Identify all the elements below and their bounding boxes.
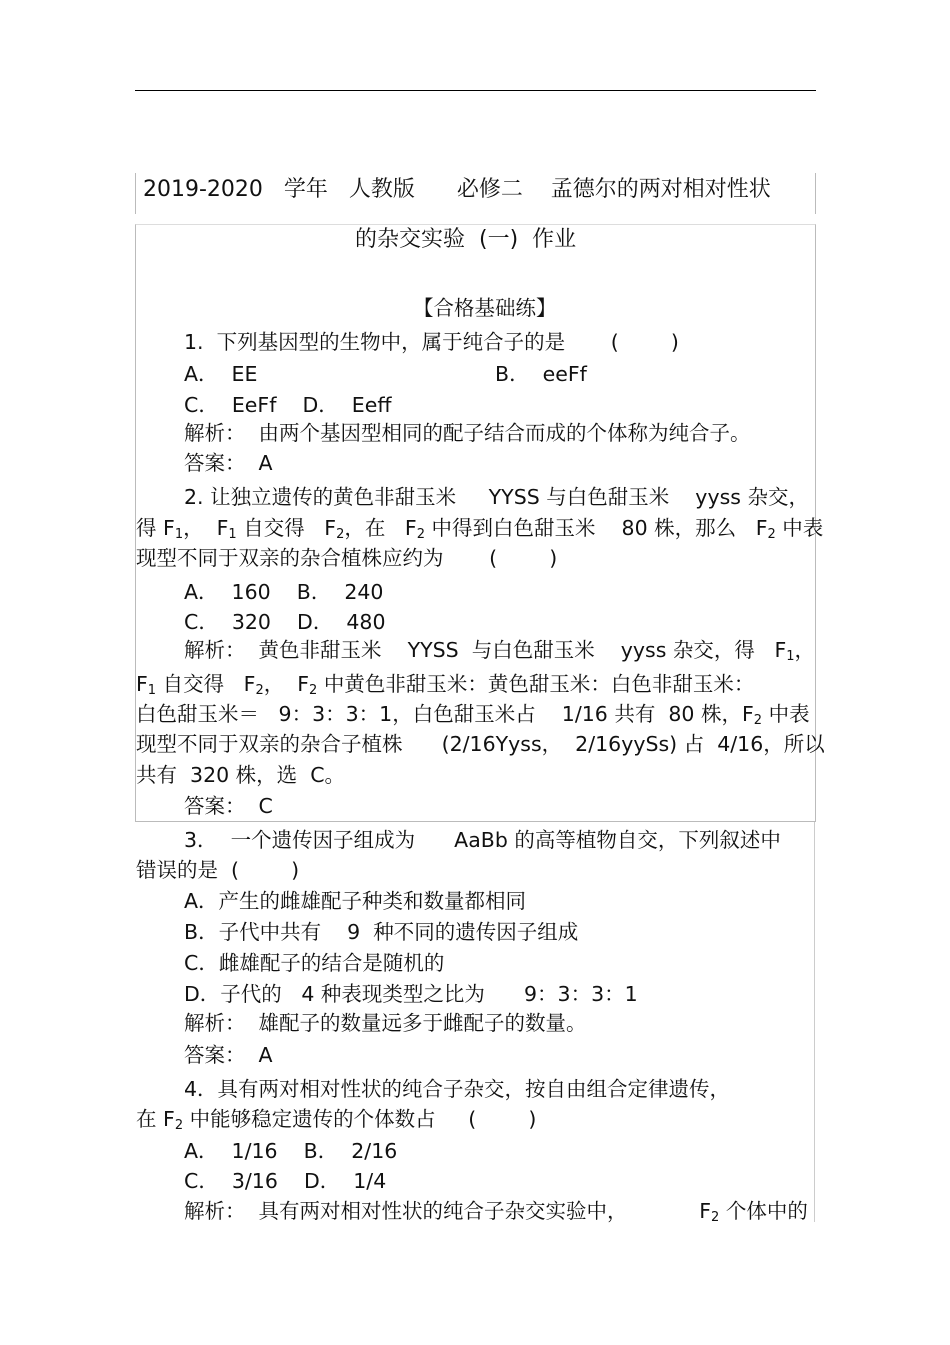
q4-options-ab: A． 1/16 B． 2/16 — [184, 1139, 398, 1163]
q2-stem-line1: 2. 让独立遗传的黄色非甜玉米 YYSS 与白色甜玉米 yyss 杂交， — [184, 485, 809, 509]
q1-stem: 1. 下列基因型的生物中，属于纯合子的是 ( ) — [184, 330, 679, 354]
header-rule — [135, 90, 816, 91]
section-heading: 【合格基础练】 — [413, 296, 557, 320]
q1-analysis: 解析： 由两个基因型相同的配子结合而成的个体称为纯合子。 — [184, 421, 751, 445]
q2-stem-line3: 现型不同于双亲的杂合植株应约为 ( ) — [136, 546, 558, 570]
q1-option-a: A． EE — [184, 362, 258, 386]
q1-options-cd: C． EeFf D． Eeff — [184, 393, 392, 417]
q4-stem-line2: 在 $F_2$ 中能够稳定遗传的个体数占 ( ) — [136, 1107, 537, 1133]
q3-stem-line1: 3． 一个遗传因子组成为 AaBb 的高等植物自交，下列叙述中 — [184, 828, 781, 852]
q2-analysis-line1: 解析： 黄色非甜玉米 YYSS 与白色甜玉米 yyss 杂交，得 $F_1$， — [184, 638, 816, 664]
q4-options-cd: C． 3/16 D． 1/4 — [184, 1169, 387, 1193]
q3-option-a: A．产生的雌雄配子种类和数量都相同 — [184, 889, 527, 913]
q3-option-b: B．子代中共有 9 种不同的遗传因子组成 — [184, 920, 579, 944]
q1-answer: 答案： A — [184, 451, 273, 475]
q4-stem-line1: 4．具有两对相对性状的纯合子杂交，按自由组合定律遗传， — [184, 1077, 731, 1101]
q3-answer: 答案： A — [184, 1043, 273, 1067]
q2-answer: 答案： C — [184, 794, 273, 818]
q3-option-c: C．雌雄配子的结合是随机的 — [184, 951, 445, 975]
page-title-line2: 的杂交实验 (一) 作业 — [355, 227, 577, 252]
q2-analysis-line5: 共有 320 株，选 C。 — [136, 763, 346, 787]
q2-analysis-line4: 现型不同于双亲的杂合子植株 (2/16Yyss， 2/16yySs) 占 4/16，所以 — [136, 732, 825, 756]
q2-analysis-line2: $F_1$ 自交得 $F_2$， $F_2$ 中黄色非甜玉米：黄色甜玉米：白色非甜玉米： — [136, 672, 755, 698]
q2-stem-line2: 得 $F_1$， $F_1$ 自交得 $F_2$，在 $F_2$ 中得到白色甜玉米 80 株，那么 $F_2$ 中表 — [136, 516, 824, 542]
q2-options-cd: C． 320 D． 480 — [184, 610, 386, 634]
q3-option-d: D．子代的 4 种表现类型之比为 9：3：3：1 — [184, 982, 638, 1006]
q3-stem-line2: 错误的是 ( ) — [136, 858, 300, 882]
q4-analysis: 解析： 具有两对相对性状的纯合子杂交实验中， $F_2$ 个体中的 — [184, 1199, 808, 1225]
page-title-line1: 2019-2020 学年 人教版 必修二 孟德尔的两对相对性状 — [143, 177, 771, 202]
content-box-edge — [814, 822, 815, 1222]
q2-options-ab: A． 160 B． 240 — [184, 580, 384, 604]
q1-option-b: B． eeFf — [495, 362, 587, 386]
q2-analysis-line3: 白色甜玉米＝ 9：3：3：1，白色甜玉米占 1/16 共有 80 株，$F_2$ 中表 — [136, 702, 810, 728]
q3-analysis: 解析： 雄配子的数量远多于雌配子的数量。 — [184, 1011, 587, 1035]
